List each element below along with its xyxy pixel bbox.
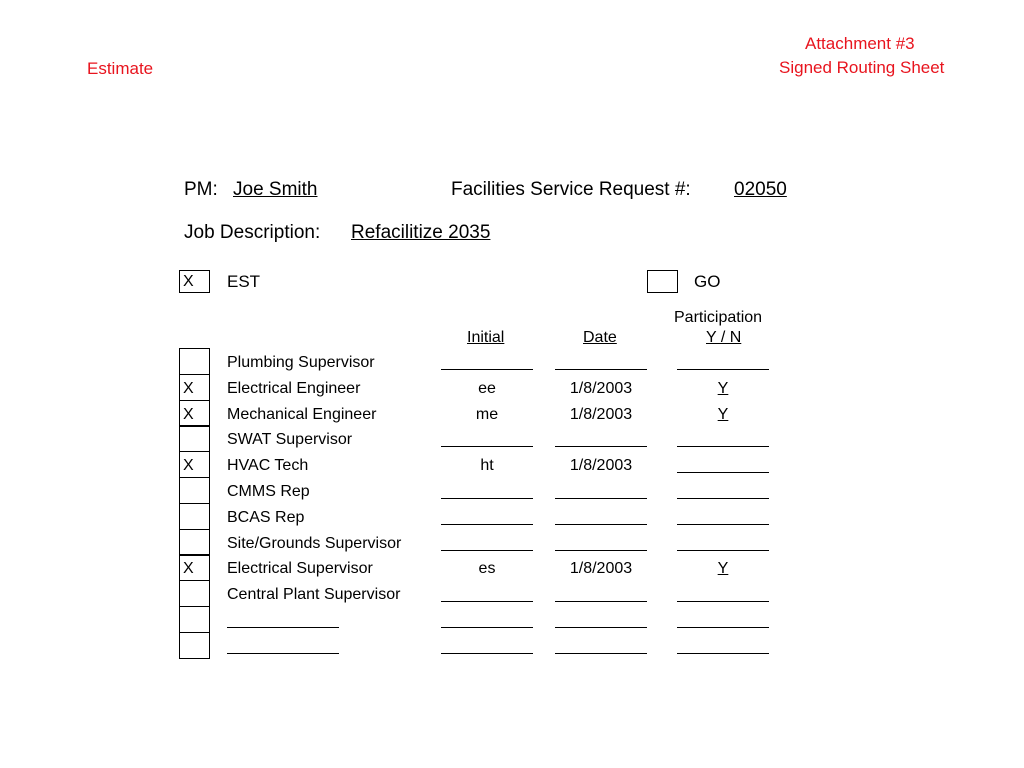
role-initial-blank[interactable] (441, 446, 533, 447)
role-checkbox[interactable] (179, 529, 210, 556)
role-checkbox[interactable] (179, 503, 210, 530)
initial-column-header: Initial (467, 329, 505, 346)
attachment-title: Signed Routing Sheet (779, 58, 945, 77)
role-name: Site/Grounds Supervisor (227, 535, 402, 552)
role-initial: ee (478, 380, 496, 397)
role-initial-blank[interactable] (441, 498, 533, 499)
role-participation: Y (717, 380, 729, 397)
role-checkbox[interactable] (179, 632, 210, 659)
attachment-number: Attachment #3 (805, 34, 915, 53)
role-participation-blank[interactable] (677, 498, 769, 499)
role-checkbox[interactable] (179, 374, 210, 401)
role-checkbox[interactable] (179, 348, 210, 375)
role-participation-blank[interactable] (677, 369, 769, 370)
role-name: CMMS Rep (227, 483, 310, 500)
role-participation-blank[interactable] (677, 653, 769, 654)
role-date-blank[interactable] (555, 627, 647, 628)
role-date-blank[interactable] (555, 446, 647, 447)
role-check-mark: X (183, 406, 194, 423)
role-initial: ht (480, 457, 494, 474)
job-description-label: Job Description: (184, 222, 321, 243)
role-checkbox[interactable] (179, 606, 210, 633)
role-name-blank[interactable] (227, 627, 339, 628)
role-name: SWAT Supervisor (227, 431, 353, 448)
estimate-label: Estimate (87, 59, 154, 78)
est-checkbox[interactable] (179, 270, 210, 293)
role-initial: me (475, 406, 499, 423)
role-name: Plumbing Supervisor (227, 354, 375, 371)
role-name: HVAC Tech (227, 457, 309, 474)
date-column-header: Date (583, 329, 617, 346)
participation-column-header: Participation (674, 309, 763, 326)
pm-value: Joe Smith (233, 179, 318, 200)
role-date: 1/8/2003 (569, 457, 633, 474)
role-checkbox[interactable] (179, 451, 210, 478)
role-name-blank[interactable] (227, 653, 339, 654)
fsr-label: Facilities Service Request #: (451, 179, 691, 200)
role-participation-blank[interactable] (677, 446, 769, 447)
job-description-value: Refacilitize 2035 (351, 222, 491, 243)
role-check-mark: X (183, 457, 194, 474)
role-date: 1/8/2003 (569, 560, 633, 577)
role-date-blank[interactable] (555, 601, 647, 602)
role-participation-blank[interactable] (677, 524, 769, 525)
role-checkbox[interactable] (179, 400, 210, 427)
go-label: GO (694, 272, 721, 291)
role-participation-blank[interactable] (677, 472, 769, 473)
go-checkbox[interactable] (647, 270, 678, 293)
role-name: BCAS Rep (227, 509, 305, 526)
role-initial: es (478, 560, 496, 577)
role-checkbox[interactable] (179, 425, 210, 452)
est-label: EST (227, 272, 261, 291)
role-participation: Y (717, 560, 729, 577)
role-date: 1/8/2003 (569, 380, 633, 397)
pm-label: PM: (184, 179, 218, 200)
role-date: 1/8/2003 (569, 406, 633, 423)
role-name: Electrical Supervisor (227, 560, 373, 577)
role-participation-blank[interactable] (677, 627, 769, 628)
role-initial-blank[interactable] (441, 653, 533, 654)
role-checkbox[interactable] (179, 477, 210, 504)
role-initial-blank[interactable] (441, 550, 533, 551)
role-checkbox[interactable] (179, 580, 210, 607)
role-checkbox[interactable] (179, 554, 210, 581)
role-date-blank[interactable] (555, 524, 647, 525)
role-name: Central Plant Supervisor (227, 586, 401, 603)
role-initial-blank[interactable] (441, 369, 533, 370)
fsr-value: 02050 (734, 179, 787, 200)
role-participation-blank[interactable] (677, 601, 769, 602)
role-initial-blank[interactable] (441, 601, 533, 602)
role-date-blank[interactable] (555, 550, 647, 551)
role-participation: Y (717, 406, 729, 423)
role-name: Electrical Engineer (227, 380, 361, 397)
role-check-mark: X (183, 380, 194, 397)
role-initial-blank[interactable] (441, 524, 533, 525)
role-name: Mechanical Engineer (227, 406, 377, 423)
role-check-mark: X (183, 560, 194, 577)
est-check-mark: X (183, 273, 194, 290)
role-date-blank[interactable] (555, 498, 647, 499)
role-date-blank[interactable] (555, 653, 647, 654)
role-initial-blank[interactable] (441, 627, 533, 628)
participation-yn-header: Y / N (706, 329, 742, 346)
role-date-blank[interactable] (555, 369, 647, 370)
role-participation-blank[interactable] (677, 550, 769, 551)
